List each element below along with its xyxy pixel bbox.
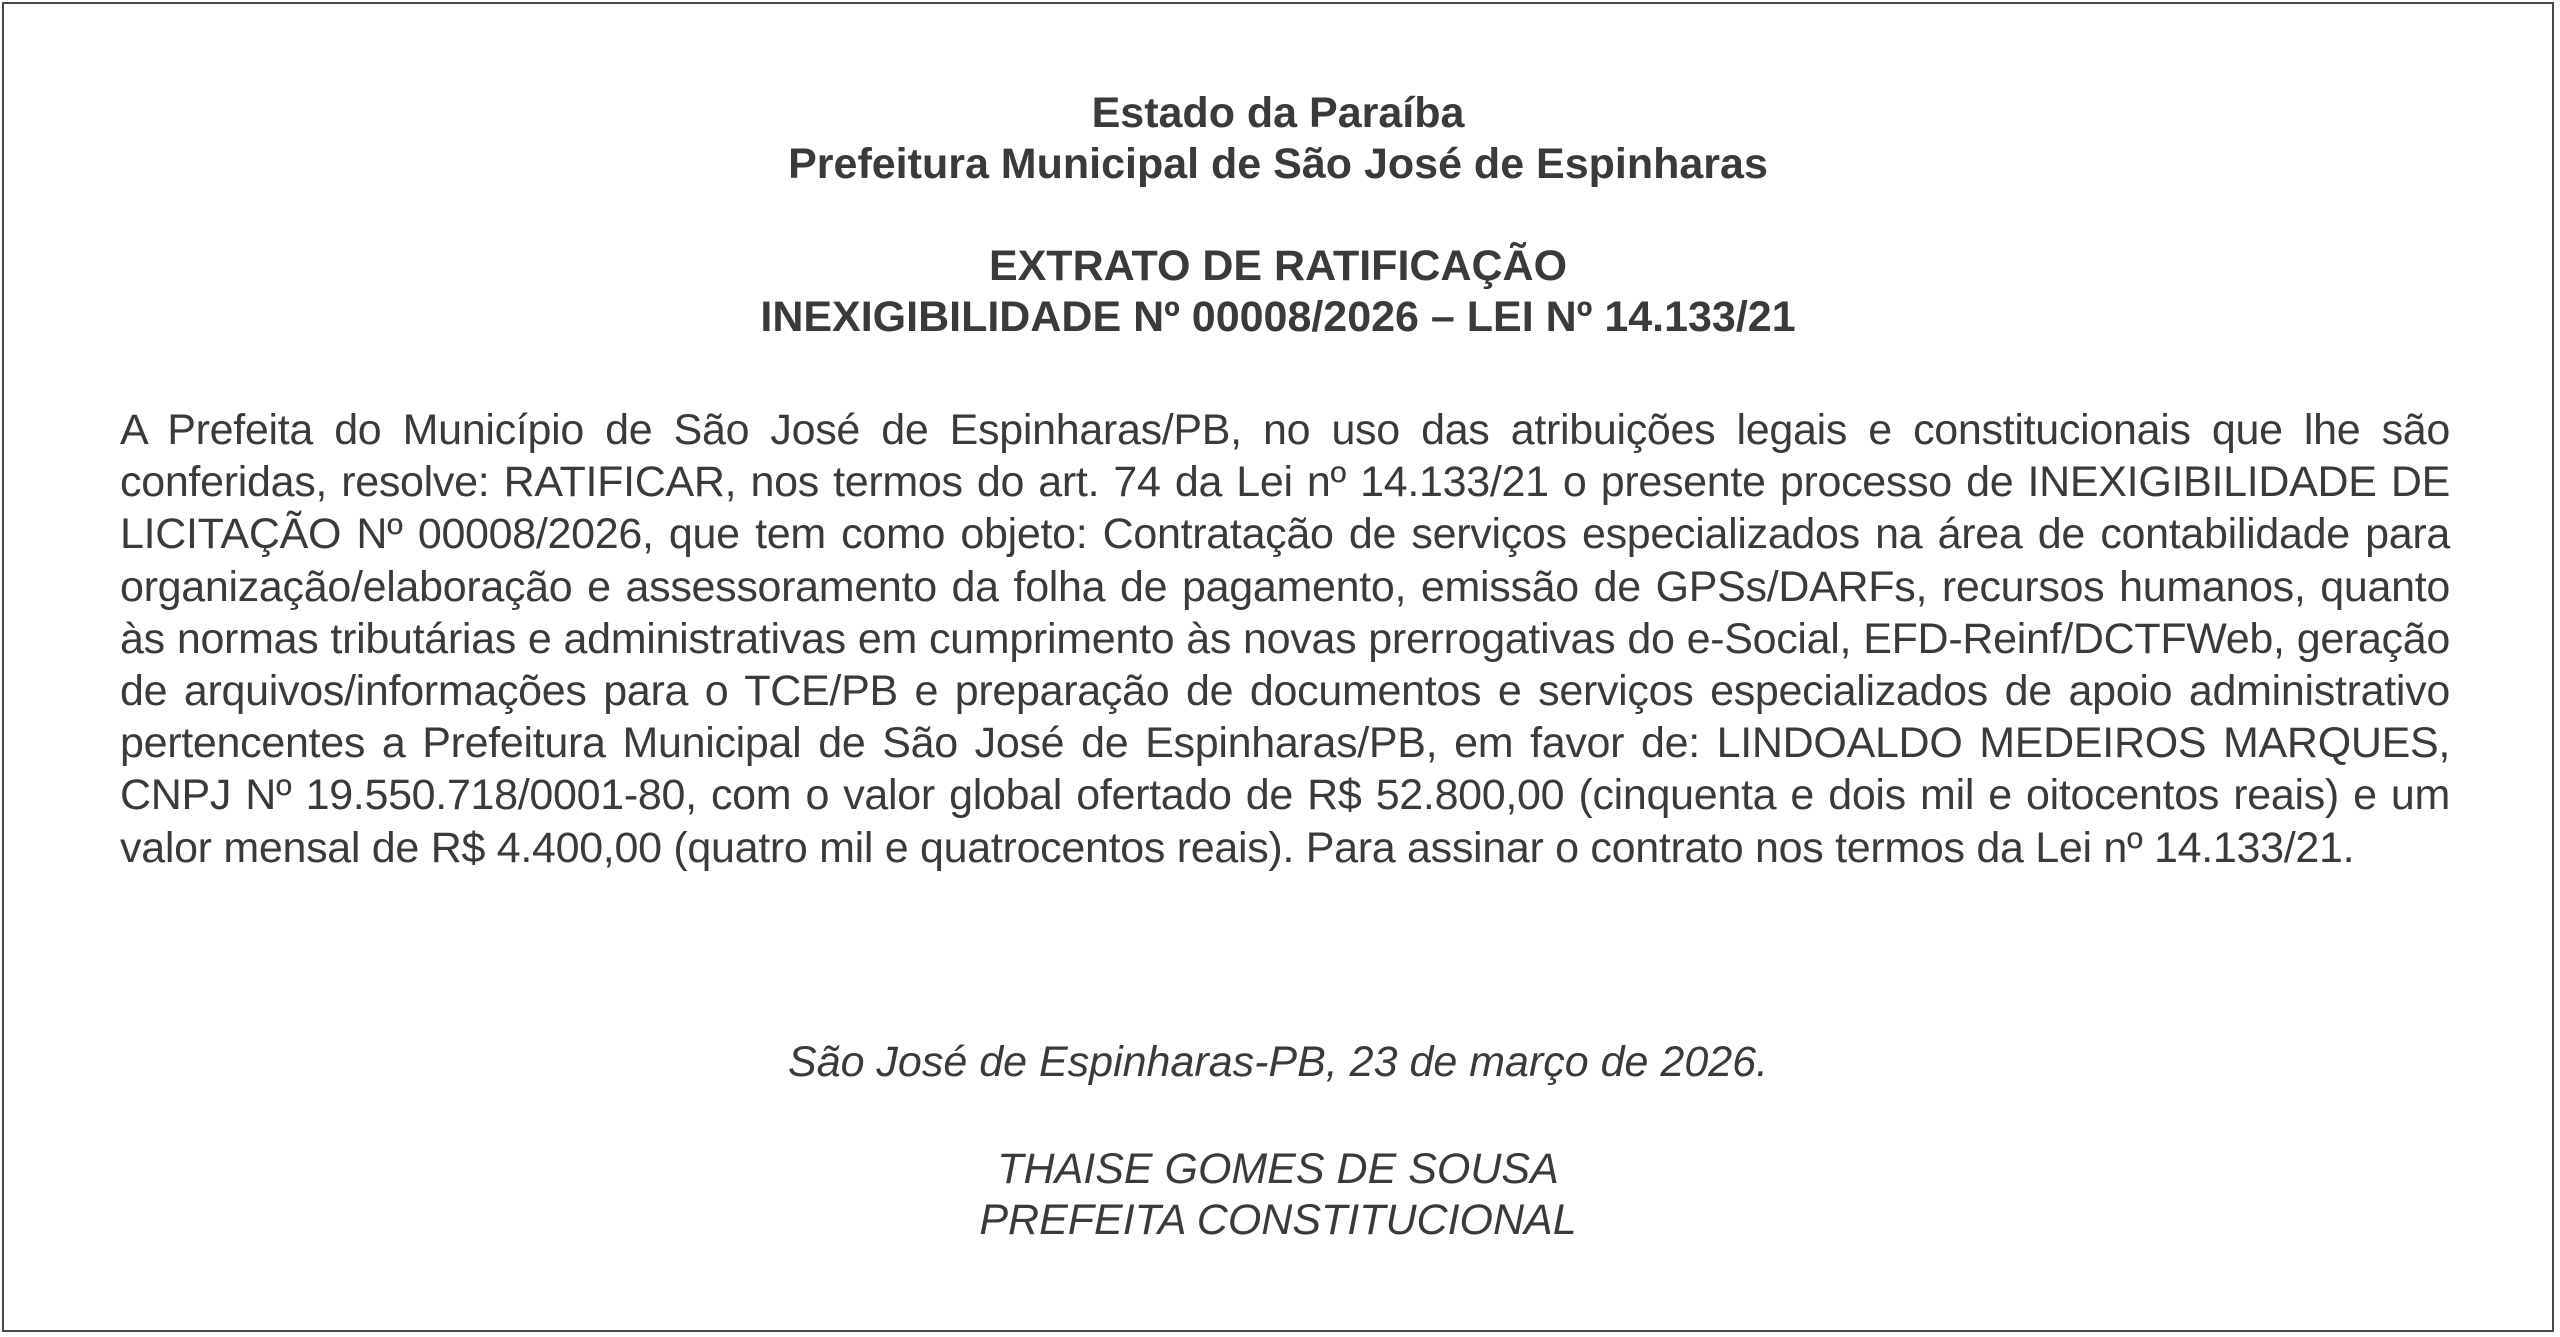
ratification-paragraph: A Prefeita do Município de São José de Espinharas/PB, no uso das atribuições legais e constitucionais que lhe são conferidas, resolve: RATIFICAR, nos termos do art. 74 da Lei nº 14.133/21 o presente processo de INEXIGIBILIDADE DE LICITAÇÃO Nº 00008/2026, que tem como objeto: Contratação de serviços especializados na área de contabilidade para organização/elaboração e assessoramento da folha de pagamento, emissão de GPSs/DARFs, recursos humanos, quanto às normas tributárias e administrativas em cumprimento às novas prerrogativas do e-Social, EFD-Reinf/DCTFWeb, geração de arquivos/informações para o TCE/PB e preparação de documentos e serviços especializados de apoio administrativo pertencentes a Prefeitura Municipal de São José de Espinharas/PB, em favor de: LINDOALDO MEDEIROS MARQUES, CNPJ Nº 19.550.718/0001-80, com o valor global ofertado de R$ 52.800,00 (cinquenta e dois mil e oitocentos reais) e um valor mensal de R$ 4.400,00 (quatro mil e quatrocentos reais). Para assinar o contrato nos termos da Lei nº 14.133/21. [120,406,2450,872]
document-title: EXTRATO DE RATIFICAÇÃO [988,242,1568,290]
issuer-header [4,88,2552,190]
municipality-name: Prefeitura Municipal de São José de Espinharas [788,140,1768,188]
signatory-name: THAISE GOMES DE SOUSA [997,1145,1559,1193]
document-frame [2,2,2554,1332]
signatory-role: PREFEITA CONSTITUCIONAL [979,1196,1577,1244]
document-heading [4,241,2552,343]
state-name: Estado da Paraíba [1091,89,1465,137]
place-date: São José de Espinharas-PB, 23 de março de 2026. [787,1038,1769,1086]
document-subtitle: INEXIGIBILIDADE Nº 00008/2026 – LEI Nº 14.133/21 [760,293,1796,341]
signature-block [4,1144,2552,1246]
